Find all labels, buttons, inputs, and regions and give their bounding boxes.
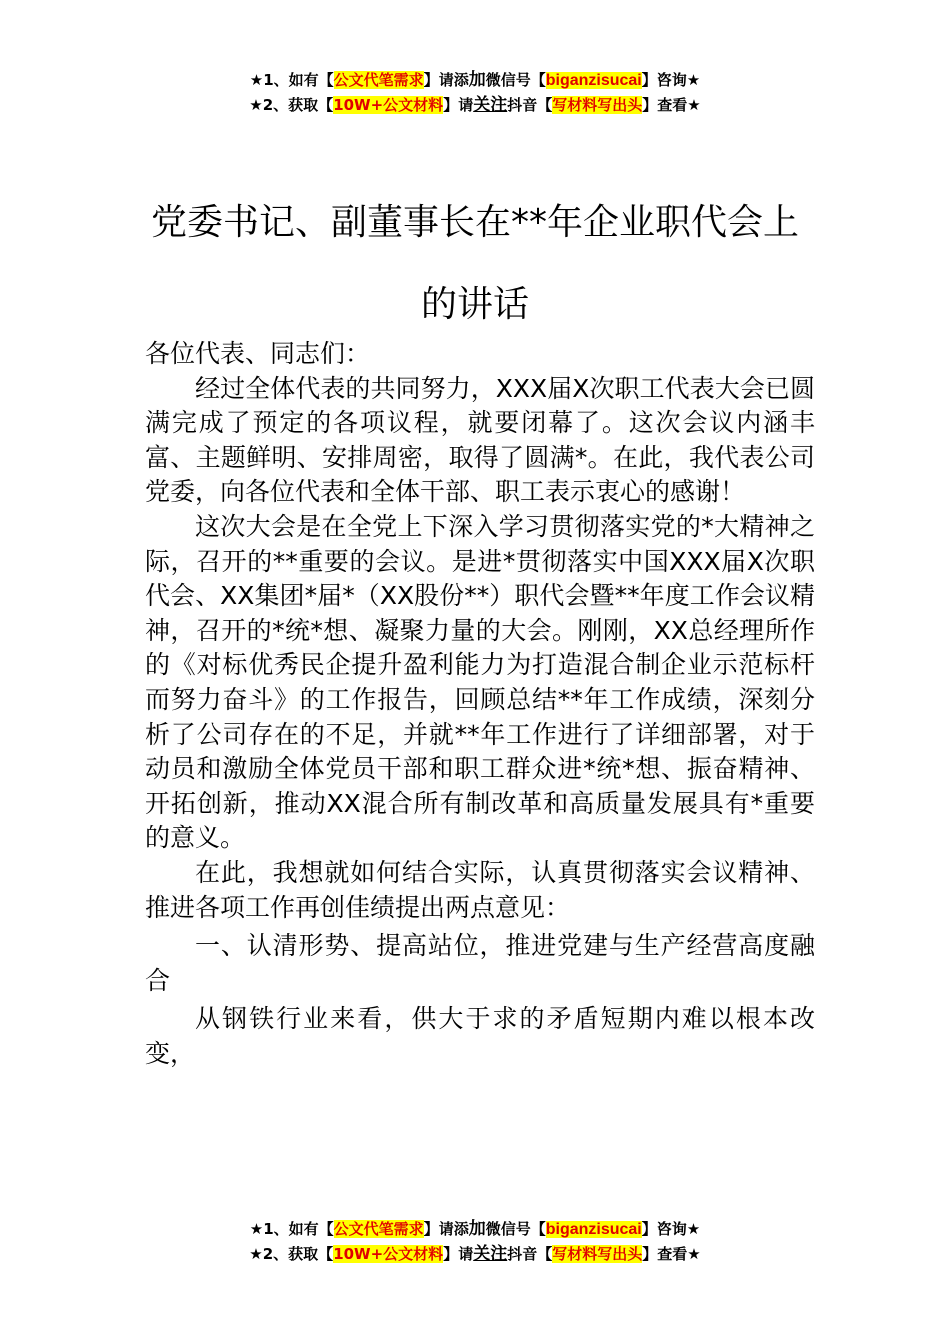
body-paragraph: 经过全体代表的共同努力，XXX届X次职工代表大会已圆满完成了预定的各项议程，就要闭幕了。这次会议内涵丰富、主题鲜明、安排周密，取得了圆满*。在此，我代表公司党委，向各位代表和全体干部、职工表示衷心的感谢！	[145, 373, 815, 507]
body-paragraph: 从钢铁行业来看，供大于求的矛盾短期内难以根本改变，	[145, 1004, 815, 1068]
banner-text: 微信号【	[485, 71, 546, 89]
douyin-account: 写材料写出头	[552, 96, 643, 114]
banner-text: ★1、如有【	[249, 71, 334, 89]
banner-text: 】请添	[423, 71, 469, 89]
banner-emphasis: 加	[468, 70, 486, 90]
banner-text: ★2、获取【	[249, 1245, 334, 1263]
banner-text: 】查看★	[642, 1245, 701, 1263]
footer-banner	[0, 1217, 950, 1266]
banner-text: 】请添	[423, 1220, 469, 1238]
wechat-id: biganzisucai	[545, 72, 642, 89]
banner-emphasis: 关注	[473, 95, 508, 115]
banner-line-2	[0, 93, 950, 117]
banner-emphasis: 加	[468, 1219, 486, 1239]
document-title	[145, 182, 805, 346]
banner-line-1	[0, 68, 950, 93]
banner-text: 】咨询★	[641, 1220, 701, 1238]
banner-text: ★1、如有【	[249, 1220, 334, 1238]
banner-line-1	[0, 1217, 950, 1242]
banner-line-2	[0, 1242, 950, 1266]
document-body	[145, 337, 815, 1071]
banner-text: 抖音【	[507, 96, 553, 114]
banner-text: 】咨询★	[641, 71, 701, 89]
banner-text: 】查看★	[642, 96, 701, 114]
header-banner	[0, 68, 950, 117]
wechat-id: biganzisucai	[545, 1221, 642, 1238]
banner-highlight: 公文代笔需求	[333, 1220, 424, 1238]
banner-text: 】请	[443, 96, 474, 114]
banner-highlight: 10W+公文材料	[333, 96, 444, 114]
banner-highlight: 公文代笔需求	[333, 71, 424, 89]
body-paragraph: 在此，我想就如何结合实际，认真贯彻落实会议精神、推进各项工作再创佳绩提出两点意见：	[145, 857, 815, 922]
banner-emphasis: 关注	[473, 1244, 508, 1264]
body-paragraph: 这次大会是在全党上下深入学习贯彻落实党的*大精神之际，召开的**重要的会议。是进*贯彻落实中国XXX届X次职代会、XX集团*届*（XX股份**）职代会暨**年度工作会议精神，召开的*统*想、凝聚力量的大会。刚刚，XX总经理所作的《对标优秀民企提升盈利能力为打造混合制企业示范标杆而努力奋斗》的工作报告，回顾总结**年工作成绩，深刻分析了公司存在的不足，并就**年工作进行了详细部署，对于动员和激励全体党员干部和职工群众进*统*想、振奋精神、开拓创新，推动XX混合所有制改革和高质量发展具有*重要的意义。	[145, 511, 815, 853]
section-heading: 一、认清形势、提高站位，推进党建与生产经营高度融合	[145, 931, 815, 995]
banner-text: ★2、获取【	[249, 96, 334, 114]
douyin-account: 写材料写出头	[552, 1245, 643, 1263]
salutation: 各位代表、同志们：	[145, 339, 371, 368]
banner-text: 抖音【	[507, 1245, 553, 1263]
banner-highlight: 10W+公文材料	[333, 1245, 444, 1263]
title-line: 党委书记、副董事长在**年企业职代会上	[150, 202, 799, 244]
banner-text: 微信号【	[485, 1220, 546, 1238]
title-line: 的讲话	[420, 284, 529, 326]
banner-text: 】请	[443, 1245, 474, 1263]
